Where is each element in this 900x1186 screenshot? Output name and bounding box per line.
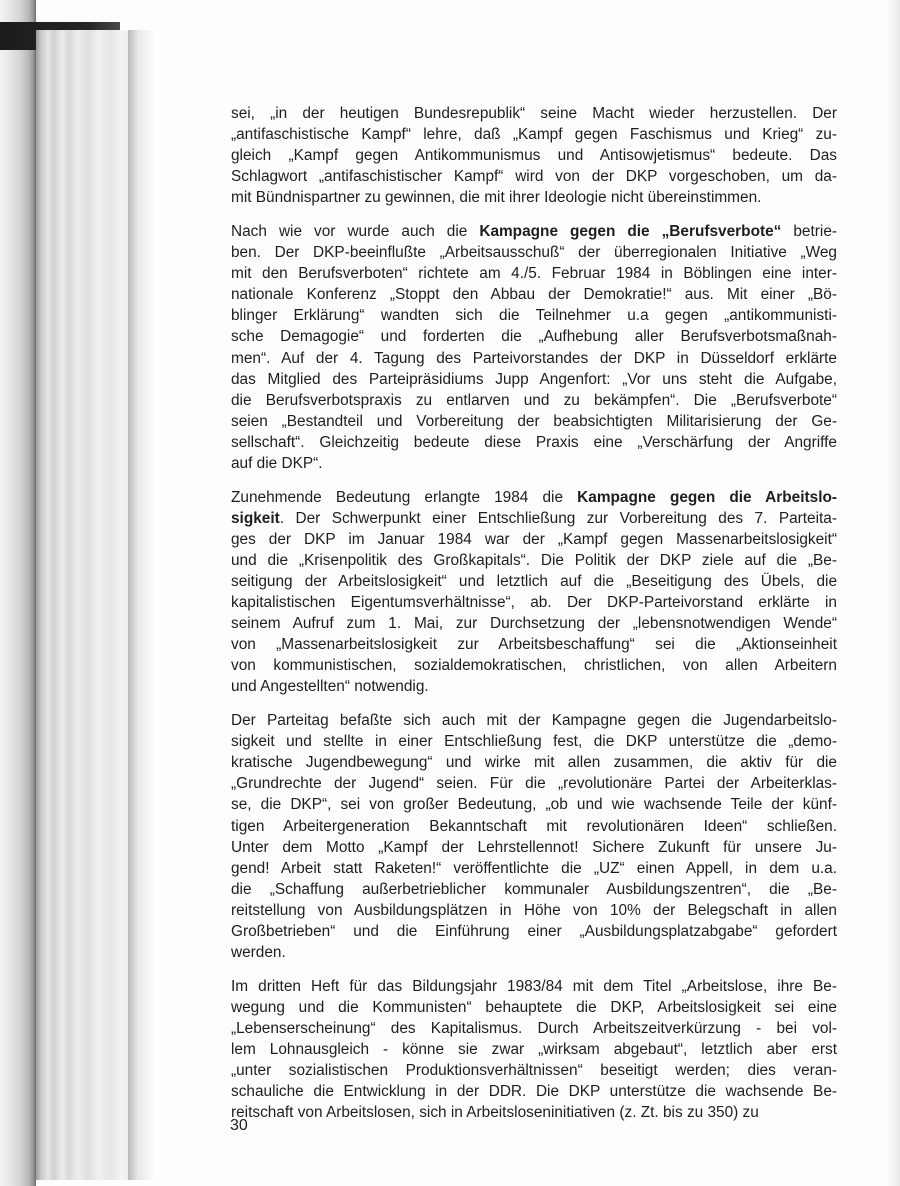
text-line <box>231 634 837 655</box>
text-segment: tigen Arbeitergeneration Bekanntschaft mit revolutionären Ideen“ schließen. <box>231 817 837 835</box>
text-line <box>231 242 837 263</box>
text-segment: Unter dem Motto „Kampf der Lehrstellennot! Sichere Zukunft für unsere Ju- <box>231 838 837 856</box>
text-segment: sei, „in der heutigen Bundesrepublik“ seine Macht wieder herzustellen. Der <box>231 105 837 122</box>
text-line <box>231 976 837 997</box>
text-segment: sigkeit und stellte in einer Entschließung fest, die DKP unterstütze die „demo- <box>231 733 837 751</box>
text-segment: lem Lohnausgleich - könne sie zwar „wirksam abgebaut“, letztlich aber erst <box>231 1040 837 1058</box>
page-right-edge <box>886 0 900 1186</box>
text-line <box>231 592 837 613</box>
text-line <box>231 221 837 242</box>
text-line <box>231 103 837 124</box>
text-line <box>231 752 837 773</box>
text-segment: sellschaft“. Gleichzeitig bedeute diese Praxis eine „Verschärfung der Angriffe <box>231 433 837 451</box>
text-segment: „antifaschistische Kampf“ lehre, daß „Kampf gegen Faschismus und Krieg“ zu- <box>231 126 837 144</box>
text-segment: und Angestellten“ notwendig. <box>231 678 429 696</box>
text-line <box>231 571 837 592</box>
text-line <box>231 900 837 921</box>
text-line <box>231 921 837 942</box>
paragraph <box>231 103 837 208</box>
bold-text-segment: Kampagne gegen die „Berufsverbote“ <box>479 223 782 241</box>
text-segment: das Mitglied des Parteipräsidiums Jupp Angenfort: „Vor uns steht die Aufgabe, <box>231 370 837 388</box>
text-line <box>231 508 837 529</box>
text-line <box>231 348 837 369</box>
text-segment: sche Demagogie“ und forderten die „Aufhebung aller Berufsverbotsmaßnah- <box>231 328 837 346</box>
text-segment: „unter sozialistischen Produktionsverhältnissen“ beseitigt werden; dies veran- <box>231 1062 837 1080</box>
text-segment: Zunehmende Bedeutung erlangte 1984 die <box>231 488 578 506</box>
text-segment: kratische Jugendbewegung“ und wirke mit allen zusammen, die aktiv für die <box>231 754 837 772</box>
text-line <box>231 284 837 305</box>
text-line <box>231 655 837 676</box>
text-line <box>231 942 837 963</box>
page-stack-edge <box>36 30 132 1180</box>
text-line <box>231 710 837 731</box>
text-segment: und die „Krisenpolitik des Großkapitals“. Die Politik der DKP ziele auf die „Be- <box>231 551 837 569</box>
text-segment: blinger Erklärung“ wandten sich die Teilnehmer u.a gegen „antikommunisti- <box>231 307 837 325</box>
text-line <box>231 858 837 879</box>
paragraph <box>231 221 837 474</box>
text-line <box>231 1102 837 1123</box>
text-segment: „Lebenserscheinung“ des Kapitalismus. Durch Arbeitszeitverkürzung - bei vol- <box>231 1019 837 1037</box>
page-gutter-shadow <box>128 30 154 1180</box>
text-line <box>231 453 837 474</box>
text-line <box>231 263 837 284</box>
text-segment: auf die DKP“. <box>231 454 323 472</box>
text-segment: mit den Berufsverboten“ richtete am 4./5. Februar 1984 in Böblingen eine inter- <box>231 265 837 283</box>
text-segment: werden. <box>231 943 286 961</box>
text-line <box>231 487 837 508</box>
text-segment: seinem Aufruf zum 1. Mai, zur Durchsetzung der „lebensnotwendigen Wende“ <box>231 615 837 633</box>
text-line <box>231 411 837 432</box>
text-segment: von kommunistischen, sozialdemokratischen, christlichen, von allen Arbeitern <box>231 657 837 675</box>
bold-text-segment: Kampagne gegen die Arbeitslo- <box>577 488 837 506</box>
text-segment: betrie- <box>781 223 837 241</box>
text-line <box>231 432 837 453</box>
book-binding <box>0 0 36 1186</box>
text-segment: ges der DKP im Januar 1984 war der „Kampf gegen Massenarbeitslosigkeit“ <box>231 530 837 548</box>
text-line <box>231 390 837 411</box>
paragraph <box>231 487 837 697</box>
text-line <box>231 166 837 187</box>
text-segment: reitstellung von Ausbildungsplätzen in Höhe von 10% der Belegschaft in allen <box>231 901 837 919</box>
text-segment: . Der Schwerpunkt einer Entschließung zur Vorbereitung des 7. Parteita- <box>279 509 837 527</box>
text-line <box>231 773 837 794</box>
text-segment: Im dritten Heft für das Bildungsjahr 1983/84 mit dem Titel „Arbeitslose, ihre Be- <box>231 977 837 995</box>
text-line <box>231 1060 837 1081</box>
bold-text-segment: sigkeit <box>231 509 280 527</box>
text-line <box>231 997 837 1018</box>
text-segment: gleich „Kampf gegen Antikommunismus und Antisowjetismus“ bedeute. Das <box>231 147 837 165</box>
text-segment: Der Parteitag befaßte sich auch mit der Kampagne gegen die Jugendarbeitslo- <box>231 712 837 730</box>
text-line <box>231 187 837 208</box>
text-segment: kapitalistischen Eigentumsverhältnisse“, ab. Der DKP-Parteivorstand erklärte in <box>231 594 837 612</box>
text-segment: Großbetrieben“ und die Einführung einer „Ausbildungsplatzabgabe“ gefordert <box>231 922 837 940</box>
body-text <box>231 103 837 1136</box>
text-segment: seitigung der Arbeitslosigkeit“ und letztlich auf die „Beseitigung des Übels, die <box>231 572 837 590</box>
text-line <box>231 1039 837 1060</box>
text-line <box>231 676 837 697</box>
text-segment: die Berufsverbotspraxis zu entlarven und zu bekämpfen“. Die „Berufsverbote“ <box>231 391 837 409</box>
text-segment: seien „Bestandteil und Vorbereitung der beabsichtigten Militarisierung der Ge- <box>231 412 837 430</box>
text-line <box>231 145 837 166</box>
text-line <box>231 305 837 326</box>
text-line <box>231 837 837 858</box>
paragraph <box>231 710 837 963</box>
text-line <box>231 1018 837 1039</box>
text-segment: se, die DKP“, sei von großer Bedeutung, „ob und wie wachsende Teile der künf- <box>231 796 837 814</box>
text-segment: wegung und die Kommunisten“ behauptete die DKP, Arbeitslosigkeit sei eine <box>231 998 837 1016</box>
paragraph <box>231 976 837 1123</box>
text-line <box>231 816 837 837</box>
text-line <box>231 794 837 815</box>
text-line <box>231 369 837 390</box>
text-line <box>231 731 837 752</box>
text-segment: schauliche die Entwicklung in der DDR. Die DKP unterstütze die wachsende Be- <box>231 1083 837 1101</box>
text-segment: ben. Der DKP-beeinflußte „Arbeitsausschuß“ der überregionalen Initiative „Weg <box>231 244 837 262</box>
text-line <box>231 124 837 145</box>
text-segment: von „Massenarbeitslosigkeit zur Arbeitsbeschaffung“ sei die „Aktionseinheit <box>231 636 837 654</box>
text-line <box>231 1081 837 1102</box>
text-line <box>231 550 837 571</box>
text-line <box>231 613 837 634</box>
text-line <box>231 326 837 347</box>
text-segment: „Grundrechte der Jugend“ seien. Für die „revolutionäre Partei der Arbeiterklas- <box>231 775 837 793</box>
text-line <box>231 879 837 900</box>
text-segment: die „Schaffung außerbetrieblicher kommunaler Ausbildungszentren“, die „Be- <box>231 880 837 898</box>
page-number: 30 <box>230 1117 248 1134</box>
text-segment: Schlagwort „antifaschistischer Kampf“ wird von der DKP vorgeschoben, um da- <box>231 168 837 186</box>
text-segment: gend! Arbeit statt Raketen!“ veröffentlichte die „UZ“ einen Appell, in dem u.a. <box>231 859 837 877</box>
text-segment: reitschaft von Arbeitslosen, sich in Arbeitsloseninitiativen (z. Zt. bis zu 350) zu <box>231 1104 759 1122</box>
text-line <box>231 529 837 550</box>
text-segment: mit Bündnispartner zu gewinnen, die mit ihrer Ideologie nicht übereinstimmen. <box>231 189 762 207</box>
text-segment: nationale Konferenz „Stoppt den Abbau der Demokratie!“ aus. Mit einer „Bö- <box>231 286 837 304</box>
text-segment: men“. Auf der 4. Tagung des Parteivorstandes der DKP in Düsseldorf erklärte <box>231 349 837 367</box>
text-segment: Nach wie vor wurde auch die <box>231 223 480 241</box>
